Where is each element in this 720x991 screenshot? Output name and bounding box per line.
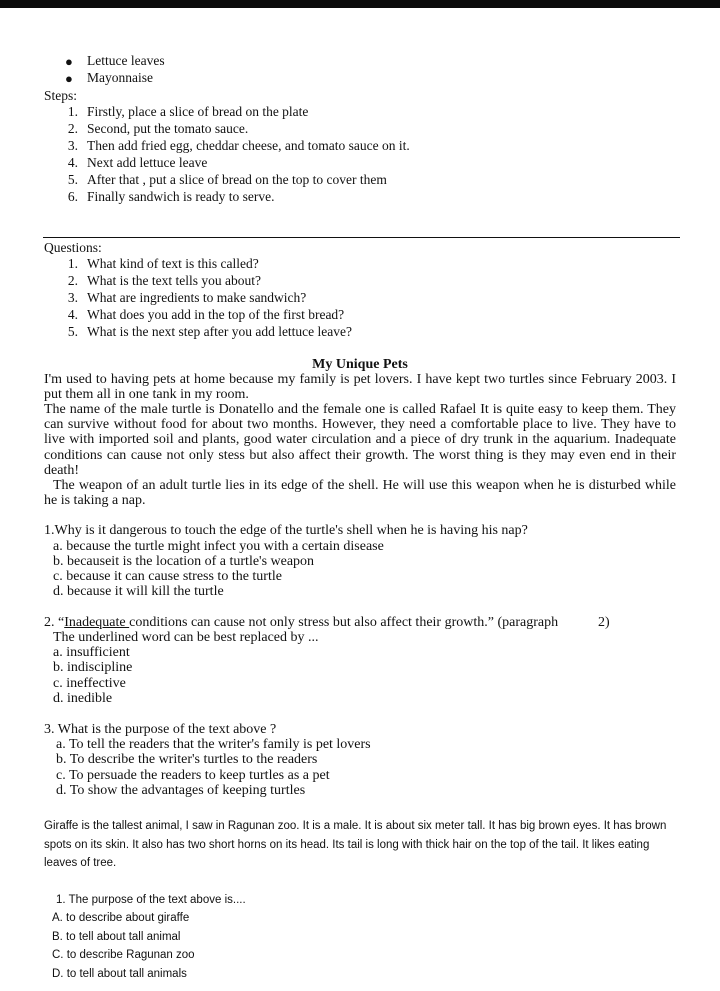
- ingredient-item: Lettuce leaves: [87, 53, 165, 68]
- paragraph-ref: 2): [598, 615, 610, 630]
- mcq-option: d. because it will kill the turtle: [53, 584, 224, 599]
- step-item: Then add fried egg, cheddar cheese, and tomato sauce on it.: [87, 138, 410, 153]
- questions-heading: Questions:: [44, 240, 102, 255]
- quote-open: 2. “: [44, 615, 65, 630]
- step-number: 2.: [67, 121, 78, 136]
- mcq-option: b. To describe the writer's turtles to the readers: [56, 752, 318, 767]
- bullet-icon: ●: [65, 71, 73, 86]
- step-number: 6.: [67, 189, 78, 204]
- step-item: After that , put a slice of bread on the top to cover them: [87, 172, 387, 187]
- mcq-option: c. To persuade the readers to keep turtles as a pet: [56, 768, 330, 783]
- mcq-option: D. to tell about tall animals: [52, 968, 187, 980]
- question-number: 1.: [67, 256, 78, 271]
- step-item: Firstly, place a slice of bread on the plate: [87, 104, 309, 119]
- step-number: 4.: [67, 155, 78, 170]
- mcq-option: b. becauseit is the location of a turtle's weapon: [53, 554, 315, 569]
- question-item: What is the next step after you add lettuce leave?: [87, 324, 353, 339]
- pets-title: My Unique Pets: [312, 357, 408, 372]
- top-border: [0, 0, 720, 8]
- mcq-option: a. To tell the readers that the writer's family is pet lovers: [56, 737, 371, 752]
- question-number: 4.: [67, 307, 78, 322]
- step-number: 1.: [67, 104, 78, 119]
- ingredient-item: Mayonnaise: [87, 70, 153, 85]
- mcq-option: A. to describe about giraffe: [52, 912, 190, 924]
- mcq-option: B. to tell about tall animal: [52, 931, 181, 943]
- mcq-subline: The underlined word can be best replaced by ...: [53, 630, 319, 645]
- mcq-question: 3. What is the purpose of the text above ?: [44, 722, 277, 737]
- section-divider: [43, 237, 680, 238]
- step-item: Next add lettuce leave: [87, 155, 208, 170]
- pets-paragraph-2: The name of the male turtle is Donatello and the female one is called Rafael It is quite easy to keep them. They can survive without food for about two months. However, they need a comfortable place to live. They have to live with imported soil and plants, good water circulation and a piece of dry trunk in the aquarium. Inadequate conditions can cause not only stess but also affect their growth. The worst thing is they may even end in their death!: [44, 402, 676, 478]
- mcq-option: d. inedible: [53, 691, 113, 706]
- steps-heading: Steps:: [44, 88, 78, 103]
- question-number: 2.: [67, 273, 78, 288]
- step-number: 5.: [67, 172, 78, 187]
- mcq-option: C. to describe Ragunan zoo: [52, 949, 195, 961]
- mcq-question: [44, 615, 558, 631]
- question-item: What are ingredients to make sandwich?: [87, 290, 307, 305]
- question-item: What kind of text is this called?: [87, 256, 259, 271]
- mcq-option: c. ineffective: [53, 676, 126, 691]
- mcq-option: a. insufficient: [53, 645, 130, 660]
- question-item: What does you add in the top of the first bread?: [87, 307, 345, 322]
- question-rest: conditions can cause not only stress but also affect their growth.” (paragraph: [129, 615, 559, 630]
- pets-paragraph-3: The weapon of an adult turtle lies in its edge of the shell. He will use this weapon when he is disturbed while he is taking a nap.: [44, 478, 676, 509]
- question-number: 5.: [67, 324, 78, 339]
- bullet-icon: ●: [65, 54, 73, 69]
- mcq-question: 1. The purpose of the text above is....: [56, 894, 246, 906]
- step-item: Finally sandwich is ready to serve.: [87, 189, 275, 204]
- mcq-option: c. because it can cause stress to the turtle: [53, 569, 282, 584]
- mcq-option: a. because the turtle might infect you with a certain disease: [53, 539, 384, 554]
- question-item: What is the text tells you about?: [87, 273, 261, 288]
- step-number: 3.: [67, 138, 78, 153]
- question-number: 3.: [67, 290, 78, 305]
- mcq-option: d. To show the advantages of keeping turtles: [56, 783, 306, 798]
- mcq-option: b. indiscipline: [53, 660, 133, 675]
- underlined-word: Inadequate: [64, 615, 130, 630]
- mcq-question: 1.Why is it dangerous to touch the edge of the turtle's shell when he is having his nap?: [44, 523, 528, 538]
- step-item: Second, put the tomato sauce.: [87, 121, 249, 136]
- pets-paragraph-1: I'm used to having pets at home because my family is pet lovers. I have kept two turtles since February 2003. I put them all in one tank in my room.: [44, 372, 676, 403]
- giraffe-paragraph: Giraffe is the tallest animal, I saw in Ragunan zoo. It is a male. It is about six meter tall. It has big brown eyes. It has brown spots on its skin. It also has two short horns on its head. Its tail is long with thick hair on the top of the tail. It likes eating leaves of tree.: [44, 820, 667, 869]
